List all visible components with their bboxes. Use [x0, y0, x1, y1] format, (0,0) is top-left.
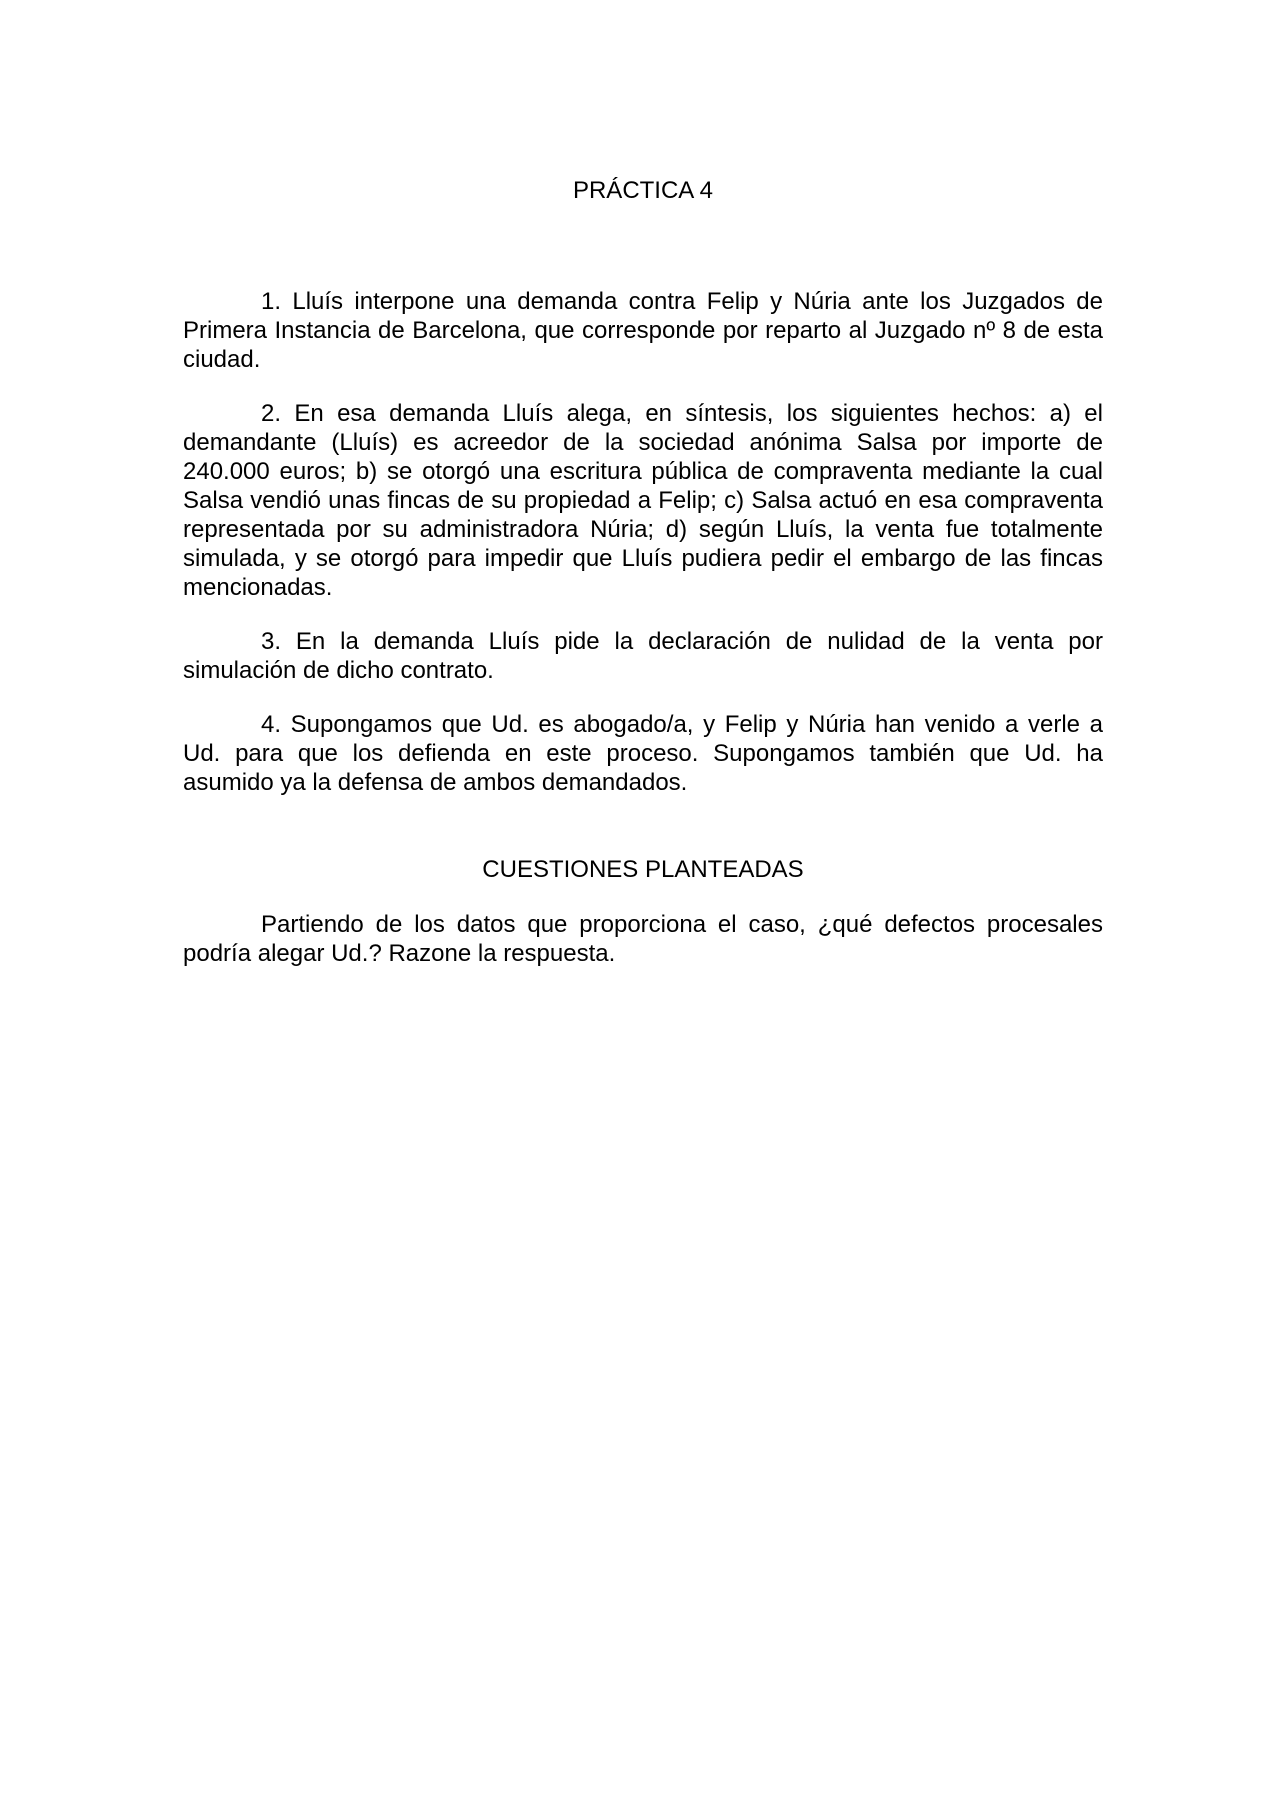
paragraph-3: 3. En la demanda Lluís pide la declaración de nulidad de la venta por simulación de dicho contrato.: [183, 628, 1103, 684]
document-body: [183, 176, 1103, 993]
paragraph-4: 4. Supongamos que Ud. es abogado/a, y Felip y Núria han venido a verle a Ud. para que los defienda en este proceso. Supongamos también que Ud. ha asumido ya la defensa de ambos demandados.: [183, 711, 1103, 796]
page-title: PRÁCTICA 4: [572, 177, 714, 204]
paragraph-1: 1. Lluís interpone una demanda contra Felip y Núria ante los Juzgados de Primera Instancia de Barcelona, que corresponde por reparto al Juzgado nº 8 de esta ciudad.: [183, 288, 1103, 373]
paragraph-2: 2. En esa demanda Lluís alega, en síntesis, los siguientes hechos: a) el demandante (Lluís) es acreedor de la sociedad anónima Salsa por importe de 240.000 euros; b) se otorgó una escritura pública de compraventa mediante la cual Salsa vendió unas fincas de su propiedad a Felip; c) Salsa actuó en esa compraventa representada por su administradora Núria; d) según Lluís, la venta fue totalmente simulada, y se otorgó para impedir que Lluís pudiera pedir el embargo de las fincas mencionadas.: [183, 400, 1103, 601]
section-heading: CUESTIONES PLANTEADAS: [482, 856, 804, 883]
question-paragraph: Partiendo de los datos que proporciona el caso, ¿qué defectos procesales podría alegar Ud.? Razone la respuesta.: [183, 911, 1103, 967]
